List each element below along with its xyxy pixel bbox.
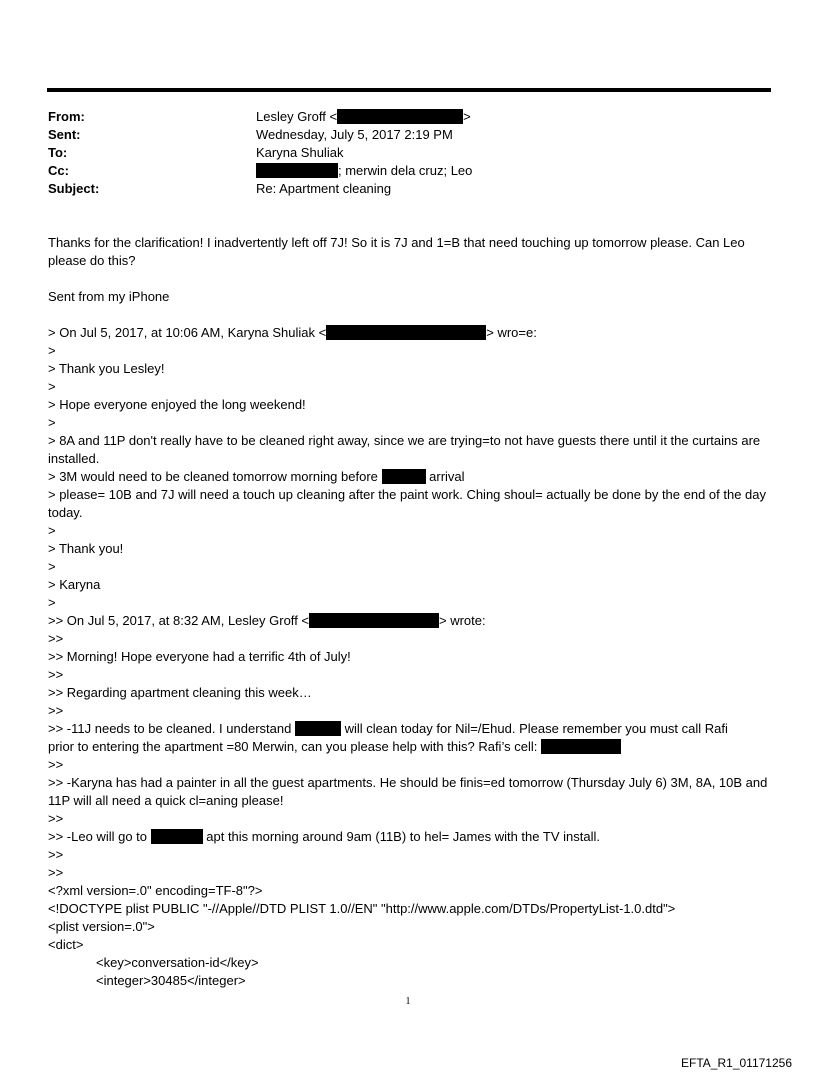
quote-line: >> Morning! Hope everyone had a terrific 4th of July! xyxy=(48,649,351,664)
from-name: Lesley Groff < xyxy=(256,109,338,124)
xml-line: <plist version=.0"> xyxy=(48,919,155,934)
quote-text: >> -11J needs to be cleaned. I understand xyxy=(48,721,292,736)
quote-line: >> xyxy=(48,847,64,862)
header-rule xyxy=(47,88,771,92)
from-value xyxy=(256,108,768,126)
quote-line: > xyxy=(48,559,56,574)
quote-line xyxy=(48,720,770,738)
quote-line: > Thank you Lesley! xyxy=(48,361,165,376)
subject-row xyxy=(48,180,768,198)
quote-line: >> xyxy=(48,703,64,718)
sent-row xyxy=(48,126,768,144)
xml-line: <key>conversation-id</key> xyxy=(96,955,259,970)
to-row xyxy=(48,144,768,162)
redaction-box xyxy=(256,163,338,178)
quote-line xyxy=(48,738,770,756)
redaction-box xyxy=(309,613,439,628)
quote-line: > xyxy=(48,415,56,430)
nested-quote-header xyxy=(48,612,770,630)
quote-text: apt this morning around 9am (11B) to hel= James with the TV install. xyxy=(206,829,600,844)
xml-line: <?xml version=.0" encoding=TF-8"?> xyxy=(48,883,263,898)
signature-line: Sent from my iPhone xyxy=(48,289,170,304)
sent-value: Wednesday, July 5, 2017 2:19 PM xyxy=(256,127,453,142)
quote-line xyxy=(48,828,770,846)
redaction-box xyxy=(337,109,463,124)
quote-line: > xyxy=(48,595,56,610)
quote-header-end: > wrote: xyxy=(439,613,486,628)
from-row xyxy=(48,108,768,126)
body-paragraph: Thanks for the clarification! I inadvertently left off 7J! So it is 7J and 1=B that need touching up tomorrow please. Can Leo please do this? xyxy=(48,235,745,268)
quote-line xyxy=(48,468,770,486)
quote-line: >> Regarding apartment cleaning this week… xyxy=(48,685,312,700)
from-label: From: xyxy=(48,109,85,124)
to-label: To: xyxy=(48,145,68,160)
cc-value xyxy=(256,162,768,180)
quote-line: >> -Karyna has had a painter in all the guest apartments. He should be finis=ed tomorrow (Thursday July 6) 3M, 8A, 10B and 11P will all need a quick cl=aning please! xyxy=(48,775,768,808)
xml-line: <!DOCTYPE plist PUBLIC "-//Apple//DTD PLIST 1.0//EN" "http://www.apple.com/DTDs/PropertyList-1.0.dtd"> xyxy=(48,901,676,916)
redaction-box xyxy=(151,829,203,844)
quote-line: > please= 10B and 7J will need a touch up cleaning after the paint work. Ching shoul= actually be done by the end of the day today. xyxy=(48,487,767,520)
blank-line xyxy=(48,306,770,324)
quote-header-end: > wro=e: xyxy=(486,325,537,340)
quote-line: > Thank you! xyxy=(48,541,124,556)
quote-header-text: >> On Jul 5, 2017, at 8:32 AM, Lesley Groff < xyxy=(48,613,310,628)
quote-line: >> xyxy=(48,757,64,772)
quote-line: > Karyna xyxy=(48,577,101,592)
redaction-box xyxy=(382,469,426,484)
to-value: Karyna Shuliak xyxy=(256,145,344,160)
quote-line: >> xyxy=(48,667,64,682)
xml-line: <dict> xyxy=(48,937,84,952)
email-body xyxy=(48,234,770,990)
quote-header-text: > On Jul 5, 2017, at 10:06 AM, Karyna Shuliak < xyxy=(48,325,327,340)
quote-text: > 3M would need to be cleaned tomorrow morning before xyxy=(48,469,378,484)
quote-line: >> xyxy=(48,865,64,880)
cc-row xyxy=(48,162,768,180)
email-header xyxy=(48,108,768,198)
cc-recipients: ; merwin dela cruz; Leo xyxy=(338,163,473,178)
xml-line: <integer>30485</integer> xyxy=(96,973,246,988)
quote-line: > xyxy=(48,379,56,394)
quote-line: > xyxy=(48,523,56,538)
document-id: EFTA_R1_01171256 xyxy=(681,1056,792,1070)
redaction-box xyxy=(326,325,486,340)
quote-line: > xyxy=(48,343,56,358)
quote-text: >> -Leo will go to xyxy=(48,829,148,844)
quote-line: >> xyxy=(48,631,64,646)
quote-line: > Hope everyone enjoyed the long weekend! xyxy=(48,397,306,412)
quote-text: prior to entering the apartment =80 Merwin, can you please help with this? Rafi’s cell: xyxy=(48,739,538,754)
quote-header xyxy=(48,324,770,342)
sent-label: Sent: xyxy=(48,127,81,142)
blank-line xyxy=(48,270,770,288)
quote-text: arrival xyxy=(429,469,465,484)
subject-value: Re: Apartment cleaning xyxy=(256,181,392,196)
subject-label: Subject: xyxy=(48,181,100,196)
quote-line: >> xyxy=(48,811,64,826)
redaction-box xyxy=(541,739,621,754)
quote-line: > 8A and 11P don't really have to be cleaned right away, since we are trying=to not have guests there until it the curtains are installed. xyxy=(48,433,761,466)
page-number: 1 xyxy=(405,996,411,1007)
cc-label: Cc: xyxy=(48,163,69,178)
quote-text: will clean today for Nil=/Ehud. Please remember you must call Rafi xyxy=(344,721,728,736)
redaction-box xyxy=(295,721,341,736)
from-value-end: > xyxy=(463,109,471,124)
